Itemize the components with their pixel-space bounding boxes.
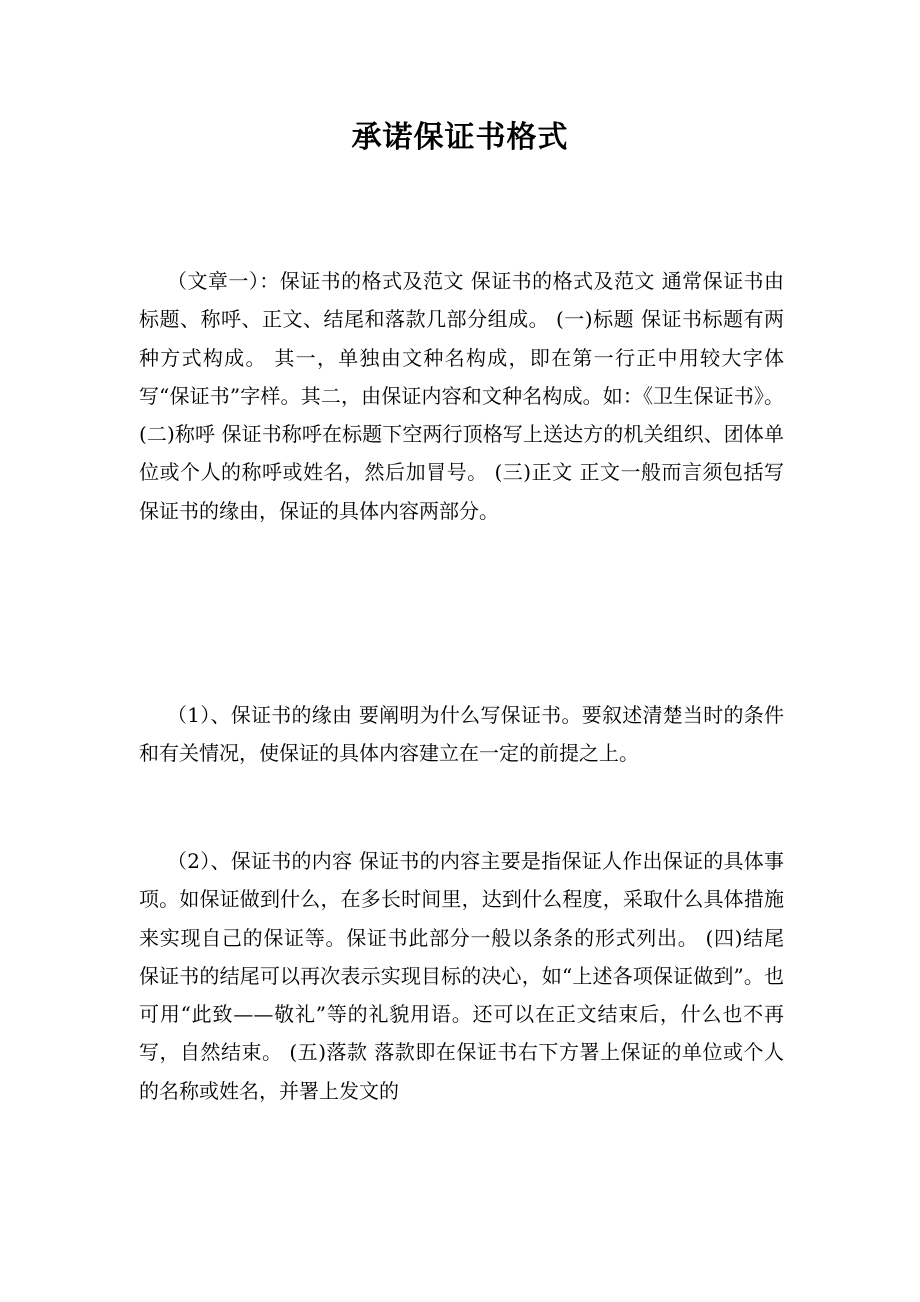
paragraph-reason: （1）、保证书的缘由 要阐明为什么写保证书。要叙述清楚当时的条件和有关情况，使保证的具体内容建立在一定的前提之上。 (139, 703, 784, 766)
document-title: 承诺保证书格式 (351, 120, 569, 155)
paragraph-content: （2）、保证书的内容 保证书的内容主要是指保证人作出保证的具体事项。如保证做到什么，在多长时间里，达到什么程度，采取什么具体措施来实现自己的保证等。保证书此部分一般以条条的形式列出。 (四)结尾 保证书的结尾可以再次表示实现目标的决心，如“上述各项保证做到”。也可用“此致——敬礼”等的礼貌用语。还可以在正文结束后，什么也不再写，自然结束。 (五)落款 落款即在保证书右下方署上保证的单位或个人的名称或姓名，并署上发文的 (139, 849, 784, 1103)
paragraph-intro: （文章一）：保证书的格式及范文 保证书的格式及范文 通常保证书由标题、称呼、正文、结尾和落款几部分组成。 (一)标题 保证书标题有两种方式构成。 其一，单独由文种名构成，即在第一行正中用较大字体写“保证书”字样。其二，由保证内容和文种名构成。如：《卫生保证书》。 (二)称呼 保证书称呼在标题下空两行顶格写上送达方的机关组织、团体单位或个人的称呼或姓名，然后加冒号。 (三)正文 正文一般而言须包括写保证书的缘由，保证的具体内容两部分。 (139, 269, 784, 523)
